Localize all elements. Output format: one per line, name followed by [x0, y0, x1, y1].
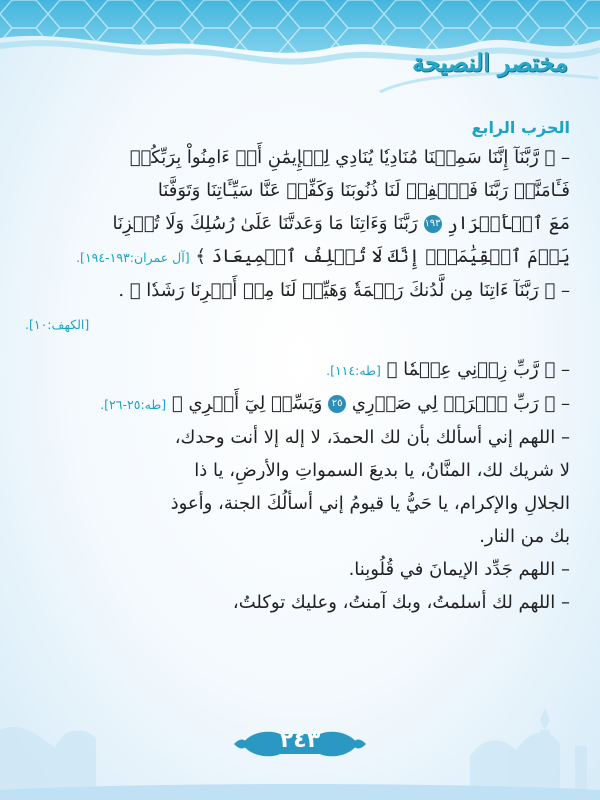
verse-text: – ﴿ رَّبِّ زِدۡنِي عِلۡمٗا ﴾: [386, 359, 570, 380]
dua-line: بك من النار.: [479, 526, 570, 547]
verse-text: يَوۡمَ ٱلۡقِيَٰمَةِۖ إِنَّكَ لَا تُخۡلِفُ ٱلۡمِيعَادَ ﴾: [195, 246, 570, 267]
verse-line: فَـَٔامَنَّاۚ رَبَّنَا فَٱغۡفِرۡ لَنَا ذُنُوبَنَا وَكَفِّرۡ عَنَّا سَيِّـَٔاتِنَا وَتَوَفَّنَا: [157, 180, 570, 201]
verse-text: – ﴿ رَبِّ ٱشۡرَحۡ لِي صَدۡرِي: [351, 393, 570, 414]
verse-line: [25, 240, 570, 274]
verse-line: [25, 207, 570, 240]
verse-line: [25, 387, 570, 421]
verse-line: [25, 353, 570, 387]
dua-line: – اللهم جَدِّد الإيمانَ في قُلُوبِنا.: [348, 559, 570, 580]
brand-title: مختصر النصيحة: [412, 48, 568, 77]
verse-line: – ﴿ رَّبَّنَآ إِنَّنَا سَمِعۡنَا مُنَادِيٗا يُنَادِي لِلۡإِيمَٰنِ أَنۡ ءَامِنُواْ بِرَبِّكُمۡ: [129, 147, 570, 168]
dua-line: لا شريك لك، المنَّانُ، يا بديعَ السمواتِ والأرضِ، يا ذا: [194, 460, 570, 481]
ayah-number-marker: ١٩٣: [424, 215, 442, 233]
section-heading: الحزب الرابع: [471, 118, 570, 137]
verse-text: مَعَ ٱلۡأَبۡرَارِ: [447, 213, 570, 234]
ayah-number-marker: ٢٥: [328, 395, 346, 413]
page-content: [25, 118, 570, 619]
page-number: ٢٤٣: [279, 728, 321, 753]
verse-reference-line: [25, 307, 570, 341]
dua-line: – اللهم إني أسألك بأن لك الحمدَ، لا إله إلا أنت وحدك،: [174, 427, 570, 448]
verse-text: وَيَسِّرۡ لِيٓ أَمۡرِي ﴾: [171, 393, 323, 414]
verse-reference: [طه:١١٤].: [326, 363, 381, 378]
dua-line: – اللهم لك أسلمتُ، وبك آمنتُ، وعليك توكلتُ،: [232, 592, 570, 613]
verse-reference: [الكهف:١٠].: [25, 317, 90, 332]
verse-line: – ﴿ رَبَّنَآ ءَاتِنَا مِن لَّدُنكَ رَحۡمَةٗ وَهَيِّئۡ لَنَا مِنۡ أَمۡرِنَا رَشَدٗا ﴾ .: [118, 280, 570, 301]
verse-reference: [آل عمران:١٩٣-١٩٤].: [76, 250, 190, 265]
verse-text: رَبَّنَا وَءَاتِنَا مَا وَعَدتَّنَا عَلَىٰ رُسُلِكَ وَلَا تُخۡزِنَا: [112, 213, 418, 234]
dua-line: الجلالِ والإكرام، يا حَيُّ يا قيومُ إني أسألُكَ الجنة، وأعوذ: [170, 493, 570, 514]
verse-reference: [طه:٢٥-٢٦].: [100, 397, 167, 412]
